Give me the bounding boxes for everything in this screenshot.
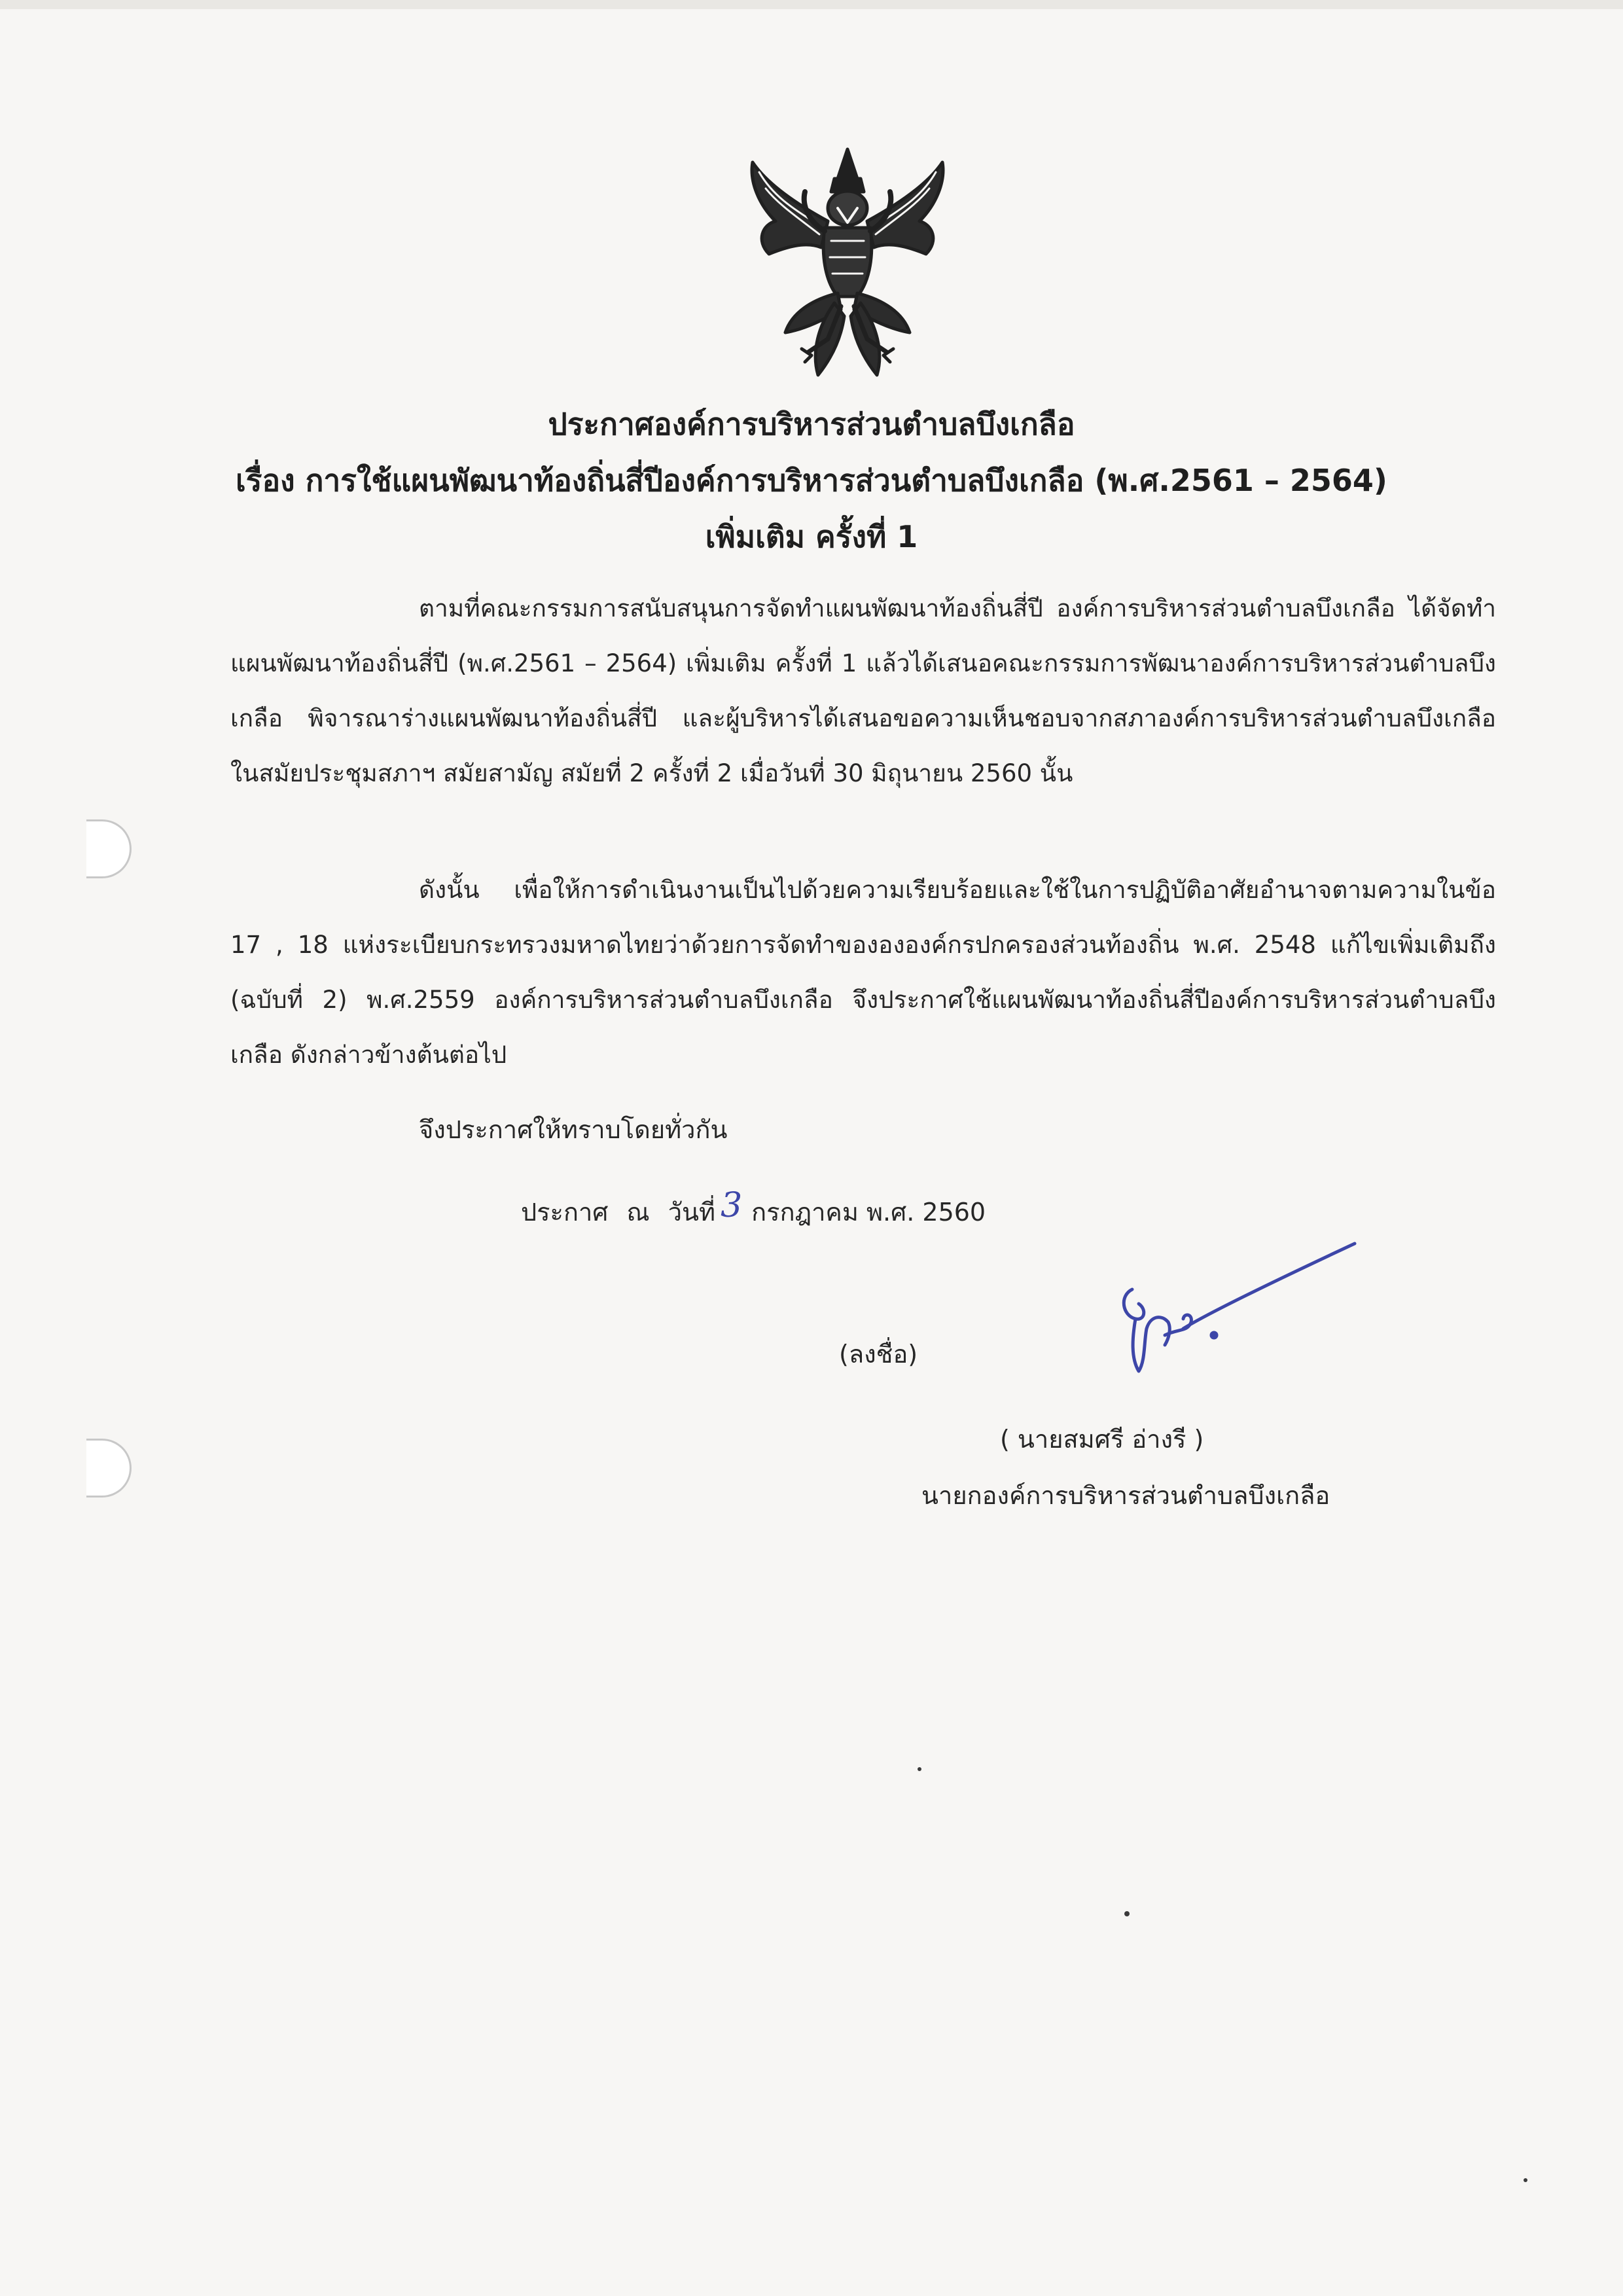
scan-speck — [1524, 2178, 1527, 2182]
date-line — [521, 1186, 986, 1232]
handwritten-signature — [1106, 1230, 1368, 1401]
document-title: ประกาศองค์การบริหารส่วนตำบลบึงเกลือ — [548, 406, 1075, 442]
date-prefix: ประกาศ — [521, 1198, 609, 1227]
scan-speck — [1124, 1911, 1130, 1916]
signer-position: นายกองค์การบริหารส่วนตำบลบึงเกลือ — [921, 1481, 1330, 1510]
closing-line: จึงประกาศให้ทราบโดยทั่วกัน — [419, 1115, 728, 1144]
scan-speck — [918, 1767, 921, 1771]
document-subject: เรื่อง การใช้แผนพัฒนาท้องถิ่นสี่ปีองค์การบริหารส่วนตำบลบึงเกลือ (พ.ศ.2561 – 2564) — [236, 463, 1387, 498]
document-subtitle: เพิ่มเติม ครั้งที่ 1 — [705, 519, 918, 554]
body-paragraph-2: ดังนั้น เพื่อให้การดำเนินงานเป็นไปด้วยความเรียบร้อยและใช้ในการปฏิบัติอาศัยอำนาจตามความในข้อ 17 , 18 แห่งระเบียบกระทรวงมหาดไทยว่าด้วยการจัดทำของององค์กรปกครองส่วนท้องถิ่น พ.ศ. 2548 แก้ไขเพิ่มเติมถึง (ฉบับที่ 2) พ.ศ.2559 องค์การบริหารส่วนตำบลบึงเกลือ จึงประกาศใช้แผนพัฒนาท้องถิ่นสี่ปีองค์การบริหารส่วนตำบลบึงเกลือ ดังกล่าวข้างต้นต่อไป — [230, 876, 1496, 1069]
scan-edge — [0, 0, 1623, 9]
garuda-emblem-icon — [740, 143, 955, 391]
date-day-handwritten: 3 — [721, 1186, 743, 1225]
punch-hole — [86, 1439, 132, 1498]
date-day-label: วันที่ — [668, 1198, 716, 1227]
signer-name: ( นายสมศรี อ่างรี ) — [1000, 1425, 1204, 1454]
punch-hole — [86, 819, 132, 878]
date-month-year: กรกฎาคม พ.ศ. 2560 — [751, 1198, 986, 1227]
body-paragraph-1: ตามที่คณะกรรมการสนับสนุนการจัดทำแผนพัฒนาท้องถิ่นสี่ปี องค์การบริหารส่วนตำบลบึงเกลือ ได้จัดทำแผนพัฒนาท้องถิ่นสี่ปี (พ.ศ.2561 – 2564) เพิ่มเติม ครั้งที่ 1 แล้วได้เสนอคณะกรรมการพัฒนาองค์การบริหารส่วนตำบลบึงเกลือ พิจารณาร่างแผนพัฒนาท้องถิ่นสี่ปี และผู้บริหารได้เสนอขอความเห็นชอบจากสภาองค์การบริหารส่วนตำบลบึงเกลือ ในสมัยประชุมสภาฯ สมัยสามัญ สมัยที่ 2 ครั้งที่ 2 เมื่อวันที่ 30 มิถุนายน 2560 นั้น — [230, 594, 1496, 787]
signature-label: (ลงชื่อ) — [839, 1340, 918, 1369]
date-at: ณ — [626, 1198, 650, 1227]
